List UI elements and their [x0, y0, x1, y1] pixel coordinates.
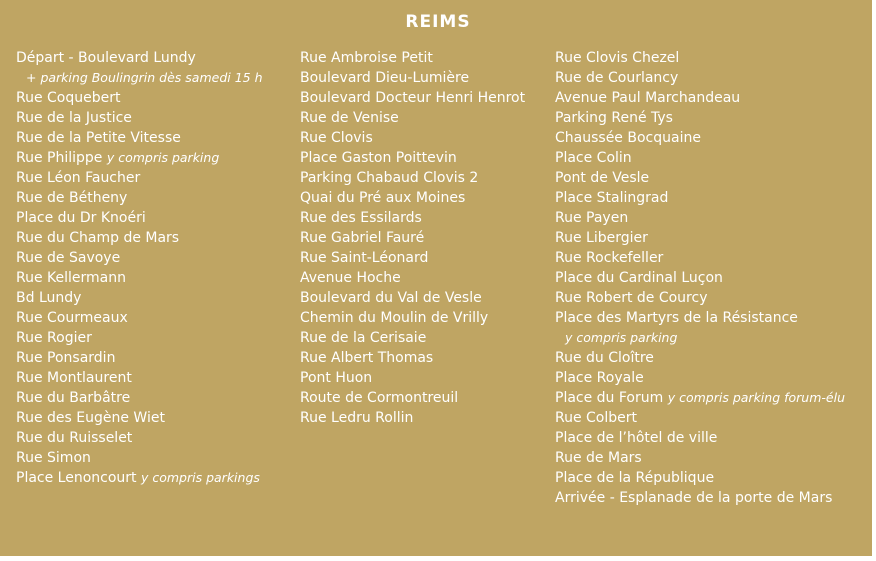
street-item: [300, 228, 525, 248]
street-item: [300, 208, 525, 228]
street-name: Rue du Barbâtre: [16, 390, 131, 406]
street-name: Rue de la Petite Vitesse: [16, 130, 181, 146]
street-name: Rue de Mars: [555, 450, 642, 466]
street-column-2: [300, 48, 525, 428]
street-item: [16, 88, 263, 108]
street-name: Rue de la Cerisaie: [300, 330, 427, 346]
street-name: Rue Clovis: [300, 130, 373, 146]
street-name: Rue Rockefeller: [555, 250, 664, 266]
street-name: Place du Dr Knoéri: [16, 210, 146, 226]
street-name: Rue des Eugène Wiet: [16, 410, 165, 426]
street-item: [16, 408, 263, 428]
street-item: [555, 48, 845, 68]
street-item: [300, 128, 525, 148]
street-item: [555, 68, 845, 88]
street-name: Rue Albert Thomas: [300, 350, 434, 366]
street-item: [300, 148, 525, 168]
street-item: [16, 208, 263, 228]
street-item: [300, 108, 525, 128]
street-name: Rue de Bétheny: [16, 190, 128, 206]
street-item: [555, 428, 845, 448]
street-item: [555, 208, 845, 228]
street-item: [16, 368, 263, 388]
street-name: Rue Libergier: [555, 230, 648, 246]
street-name: Place du Forum: [555, 390, 664, 406]
street-item: [300, 408, 525, 428]
street-item: [300, 48, 525, 68]
street-name: Rue Montlaurent: [16, 370, 132, 386]
street-name: Bd Lundy: [16, 290, 82, 306]
street-item: [555, 348, 845, 368]
street-note: y compris parkings: [140, 470, 260, 485]
street-name: Pont de Vesle: [555, 170, 650, 186]
street-item: [16, 328, 263, 348]
street-item: [300, 268, 525, 288]
street-note-line: [16, 68, 263, 88]
street-item: [555, 108, 845, 128]
street-name: Pont Huon: [300, 370, 373, 386]
street-name: Avenue Hoche: [300, 270, 401, 286]
street-item: [555, 308, 845, 328]
street-name: Boulevard du Val de Vesle: [300, 290, 482, 306]
street-item: [300, 68, 525, 88]
street-name: Rue de la Justice: [16, 110, 132, 126]
street-item: [555, 448, 845, 468]
street-name: Rue Kellermann: [16, 270, 126, 286]
street-name: Rue Gabriel Fauré: [300, 230, 425, 246]
street-item: [555, 248, 845, 268]
street-name: Arrivée - Esplanade de la porte de Mars: [555, 490, 833, 506]
street-item: [555, 128, 845, 148]
street-name: Quai du Pré aux Moines: [300, 190, 466, 206]
street-note: y compris parking: [565, 330, 678, 345]
street-name: Place Lenoncourt: [16, 470, 137, 486]
street-item: [555, 368, 845, 388]
city-title: REIMS: [405, 12, 471, 32]
street-item: [16, 48, 263, 68]
street-item: [300, 328, 525, 348]
street-name: Rue Courmeaux: [16, 310, 128, 326]
street-item: [16, 248, 263, 268]
street-item: [555, 288, 845, 308]
street-name: Place Colin: [555, 150, 632, 166]
street-item: [16, 448, 263, 468]
street-name: Rue Ponsardin: [16, 350, 116, 366]
street-name: Avenue Paul Marchandeau: [555, 90, 741, 106]
street-note: + parking Boulingrin dès samedi 15 h: [26, 70, 263, 85]
street-note-line: [555, 328, 845, 348]
street-name: Place des Martyrs de la Résistance: [555, 310, 798, 326]
street-item: [16, 388, 263, 408]
street-item: [300, 188, 525, 208]
street-name: Place de la République: [555, 470, 715, 486]
street-name: Route de Cormontreuil: [300, 390, 459, 406]
street-name: Rue Ledru Rollin: [300, 410, 414, 426]
street-name: Rue Colbert: [555, 410, 638, 426]
street-name: Rue Simon: [16, 450, 91, 466]
street-name: Place Gaston Poittevin: [300, 150, 457, 166]
street-name: Boulevard Docteur Henri Henrot: [300, 90, 526, 106]
street-name: Rue Léon Faucher: [16, 170, 141, 186]
street-name: Parking Chabaud Clovis 2: [300, 170, 479, 186]
street-item: [16, 148, 263, 168]
street-item: [300, 308, 525, 328]
street-name: Rue Payen: [555, 210, 629, 226]
street-name: Rue de Venise: [300, 110, 399, 126]
street-name: Rue Rogier: [16, 330, 92, 346]
street-note: y compris parking: [106, 150, 220, 165]
street-item: [555, 388, 845, 408]
street-item: [300, 248, 525, 268]
street-item: [16, 268, 263, 288]
street-name: Boulevard Dieu-Lumière: [300, 70, 470, 86]
street-name: Rue du Champ de Mars: [16, 230, 180, 246]
street-name: Rue des Essilards: [300, 210, 422, 226]
street-name: Rue du Cloître: [555, 350, 654, 366]
street-name: Rue du Ruisselet: [16, 430, 133, 446]
street-item: [16, 348, 263, 368]
street-name: Rue de Savoye: [16, 250, 121, 266]
street-name: Rue Ambroise Petit: [300, 50, 433, 66]
street-item: [300, 88, 525, 108]
street-name: Rue Saint-Léonard: [300, 250, 429, 266]
street-name: Place Royale: [555, 370, 644, 386]
street-item: [16, 308, 263, 328]
street-item: [16, 168, 263, 188]
street-name: Départ - Boulevard Lundy: [16, 50, 196, 66]
street-item: [300, 368, 525, 388]
street-item: [16, 288, 263, 308]
street-item: [555, 468, 845, 488]
street-item: [16, 428, 263, 448]
street-item: [555, 488, 845, 508]
street-item: [555, 148, 845, 168]
street-item: [16, 188, 263, 208]
street-name: Rue Robert de Courcy: [555, 290, 708, 306]
street-item: [16, 108, 263, 128]
street-item: [555, 188, 845, 208]
street-item: [300, 168, 525, 188]
street-column-1: [16, 48, 263, 488]
street-item: [555, 168, 845, 188]
street-name: Parking René Tys: [555, 110, 673, 126]
street-name: Chaussée Bocquaine: [555, 130, 701, 146]
street-name: Rue Clovis Chezel: [555, 50, 680, 66]
street-item: [555, 228, 845, 248]
street-item: [300, 388, 525, 408]
street-item: [16, 228, 263, 248]
street-column-3: [555, 48, 845, 508]
street-item: [555, 268, 845, 288]
street-item: [300, 288, 525, 308]
street-name: Rue Philippe: [16, 150, 103, 166]
street-name: Place du Cardinal Luçon: [555, 270, 723, 286]
street-item: [16, 468, 263, 488]
street-note: y compris parking forum-élu: [667, 390, 845, 405]
street-name: Chemin du Moulin de Vrilly: [300, 310, 489, 326]
street-item: [300, 348, 525, 368]
street-item: [555, 88, 845, 108]
street-item: [16, 128, 263, 148]
street-name: Rue Coquebert: [16, 90, 121, 106]
street-item: [555, 408, 845, 428]
street-name: Place Stalingrad: [555, 190, 669, 206]
street-name: Place de l’hôtel de ville: [555, 430, 718, 446]
street-name: Rue de Courlancy: [555, 70, 679, 86]
